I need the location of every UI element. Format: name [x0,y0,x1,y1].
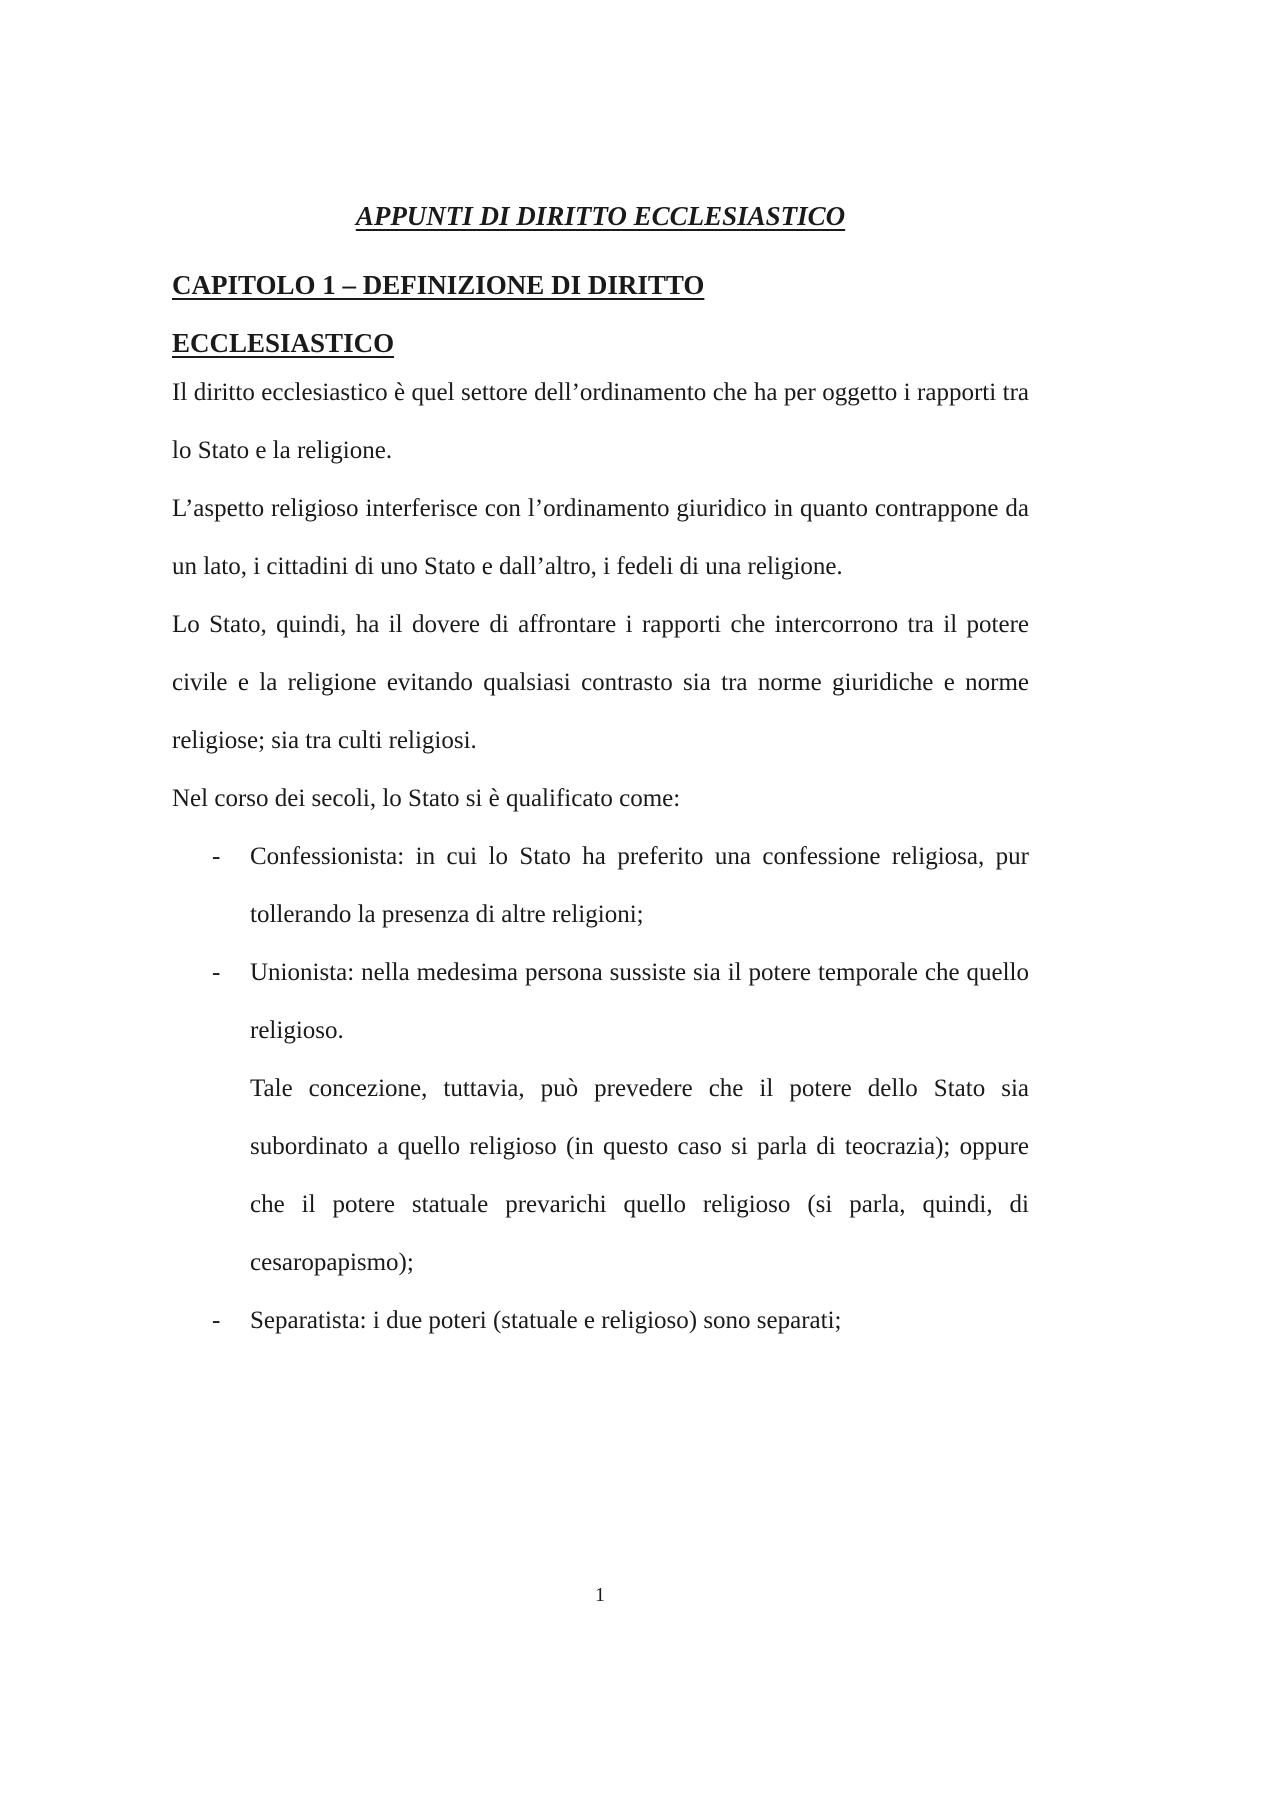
chapter-heading-line-1: CAPITOLO 1 – DEFINIZIONE DI DIRITTO [172,270,705,300]
list-bullet: - [212,843,221,870]
list-item-text: Confessionista: in cui lo Stato ha preferito una confessione religiosa, pur tollerando la presenza di altre religioni; [250,843,1029,928]
document-title: APPUNTI DI DIRITTO ECCLESIASTICO [355,201,846,231]
chapter-heading [172,256,1029,372]
paragraph-religious-aspect: L’aspetto religioso interferisce con l’ordinamento giuridico in quanto contrappone da un lato, i cittadini di uno Stato e dall’altro, i fedeli di una religione. [172,495,1029,580]
list-item-text: Separatista: i due poteri (statuale e religioso) sono separati; [250,1307,842,1334]
list-item-text: Unionista: nella medesima persona sussiste sia il potere temporale che quello religioso. [250,959,1029,1044]
paragraph-definition: Il diritto ecclesiastico è quel settore dell’ordinamento che ha per oggetto i rapporti tra lo Stato e la religione. [172,379,1029,464]
paragraph-state-duty: Lo Stato, quindi, ha il dovere di affrontare i rapporti che intercorrono tra il potere civile e la religione evitando qualsiasi contrasto sia tra norme giuridiche e norme religiose; sia tra culti religiosi. [172,611,1029,754]
list-item-unionista [172,944,1029,1292]
page-number: 1 [595,1584,605,1606]
list-item-separatista [172,1292,1029,1350]
list-bullet: - [212,1307,221,1334]
paragraph-list-intro: Nel corso dei secoli, lo Stato si è qualificato come: [172,785,681,812]
list-item-continuation: Tale concezione, tuttavia, può prevedere che il potere dello Stato sia subordinato a quello religioso (in questo caso si parla di teocrazia); oppure che il potere statuale prevarichi quello religioso (si parla, quindi, di cesaropapismo); [250,1075,1029,1276]
chapter-heading-line-2: ECCLESIASTICO [172,328,395,358]
list-bullet: - [212,959,221,986]
body-text [172,364,1029,1350]
list-item-confessionista [172,828,1029,944]
state-types-list [172,828,1029,1350]
